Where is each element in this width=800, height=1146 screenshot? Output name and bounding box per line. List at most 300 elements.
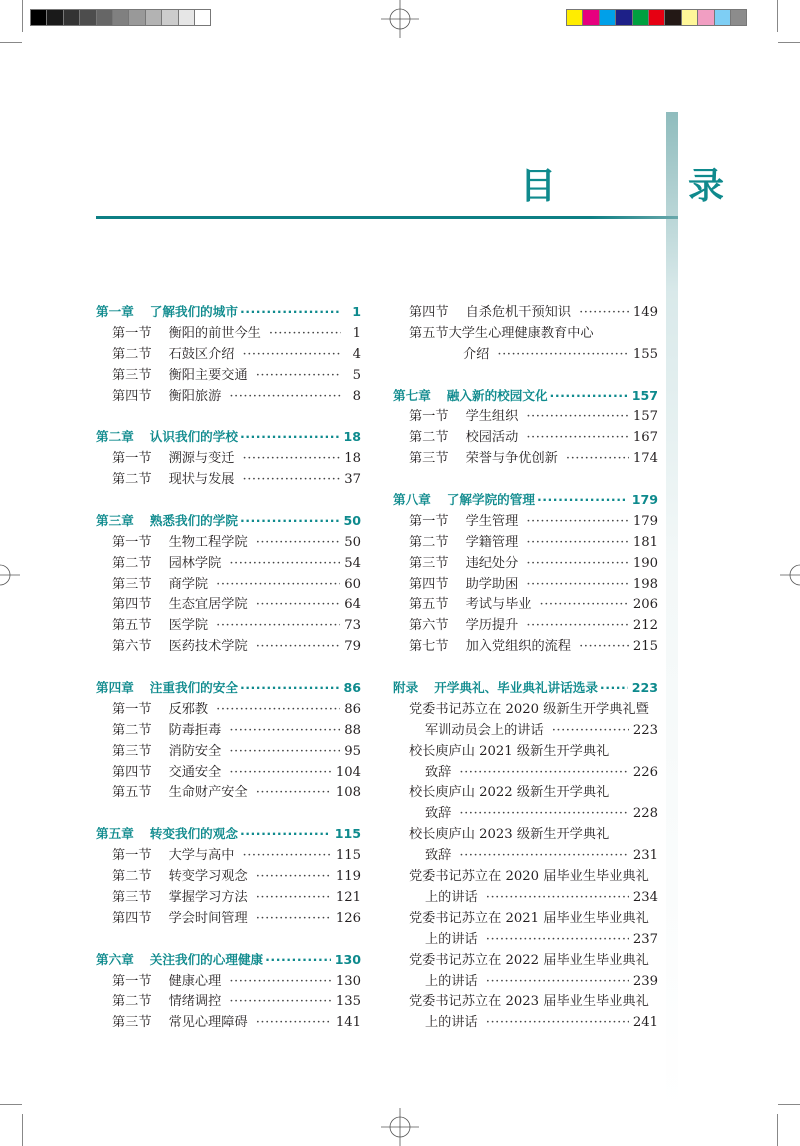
toc-section-entry[interactable] [96, 865, 361, 886]
toc-leader-dots [265, 952, 331, 967]
toc-entry-title: 致辞 [425, 806, 452, 822]
toc-entry-number: 第二节 [112, 869, 152, 885]
toc-entry-number: 第一节 [409, 513, 449, 529]
toc-entry-text [112, 781, 248, 800]
toc-section-entry[interactable] [96, 970, 361, 991]
registration-mark-top [381, 0, 419, 38]
toc-entry-title: 致辞 [425, 848, 452, 864]
toc-entry-text [96, 823, 238, 842]
toc-leader-dots [240, 513, 340, 528]
toc-entry-title: 注重我们的安全 [149, 680, 238, 696]
decorative-side-bar [666, 112, 678, 1112]
toc-entry-number: 第五节 [409, 597, 449, 613]
toc-page-number: 50 [344, 534, 361, 550]
registration-mark-bottom [381, 1108, 419, 1146]
toc-entry-title: 生物工程学院 [168, 534, 248, 550]
toc-appendix-entry-continued[interactable] [393, 928, 658, 949]
toc-leader-dots [216, 577, 340, 592]
toc-page-number: 54 [344, 555, 361, 571]
toc-entry-title: 园林学院 [168, 555, 222, 571]
toc-entry-number: 第二节 [112, 722, 152, 738]
toc-section-entry[interactable] [96, 364, 361, 385]
toc-section-entry[interactable] [96, 468, 361, 489]
toc-page-number: 215 [632, 639, 658, 655]
toc-section-entry[interactable] [96, 573, 361, 594]
toc-entry-text [96, 677, 238, 696]
toc-page-number: 115 [335, 848, 361, 864]
toc-page-number: 135 [335, 994, 361, 1010]
toc-leader-dots [459, 848, 628, 863]
toc-entry-number: 第二节 [112, 472, 152, 488]
toc-appendix-entry[interactable] [393, 907, 658, 928]
color-swatch [697, 9, 714, 26]
toc-entry-title: 防毒拒毒 [168, 722, 222, 738]
toc-entry-text [112, 447, 235, 466]
gray-swatch [161, 9, 178, 26]
toc-entry-text [112, 614, 208, 633]
toc-entry-number: 第一章 [96, 304, 134, 319]
toc-leader-dots [600, 680, 628, 695]
crop-mark [0, 1104, 22, 1105]
toc-section-entry[interactable] [96, 886, 361, 907]
cmyk-color-bar [566, 9, 746, 26]
toc-page-number: 157 [631, 387, 658, 403]
toc-leader-dots [240, 680, 340, 695]
page-title: 目 录 [520, 166, 773, 207]
toc-section-entry[interactable] [393, 510, 658, 531]
toc-entry-title: 生态宜居学院 [168, 597, 248, 613]
toc-section-entry[interactable] [96, 781, 361, 802]
toc-entry-text [96, 949, 263, 968]
toc-page-number: 190 [632, 555, 658, 571]
toc-entry-text [409, 865, 649, 884]
toc-page-number: 198 [632, 576, 658, 592]
toc-gap [96, 928, 361, 949]
toc-leader-dots [229, 765, 332, 780]
gray-swatch [46, 9, 63, 26]
toc-entry-text [409, 426, 518, 445]
toc-leader-dots [243, 347, 342, 362]
toc-leader-dots [526, 577, 629, 592]
toc-entry-text [112, 635, 248, 654]
toc-entry-title: 加入党组织的流程 [465, 639, 572, 655]
toc-leader-dots [229, 974, 332, 989]
toc-entry-title: 认识我们的学校 [149, 429, 238, 445]
toc-leader-dots [256, 785, 332, 800]
toc-chapter-entry[interactable] [393, 385, 658, 406]
toc-appendix-entry[interactable] [393, 698, 658, 719]
toc-entry-title: 健康心理 [168, 973, 222, 989]
toc-entry-title: 上的讲话 [425, 931, 478, 947]
toc-entry-number: 第六节 [409, 618, 449, 634]
toc-section-entry[interactable] [96, 593, 361, 614]
toc-appendix-entry[interactable] [393, 781, 658, 802]
registration-mark-right [780, 556, 800, 594]
toc-entry-number: 第二节 [112, 346, 152, 362]
toc-page-number: 239 [632, 973, 658, 989]
toc-chapter-entry[interactable] [96, 823, 361, 844]
toc-page-number: 130 [335, 973, 361, 989]
toc-entry-title: 医学院 [168, 618, 209, 634]
toc-leader-dots [243, 451, 341, 466]
toc-entry-number: 第一节 [112, 701, 152, 717]
toc-entry-title: 学生管理 [465, 513, 519, 529]
toc-leader-dots [579, 305, 629, 320]
toc-entry-title: 开学典礼、毕业典礼讲话选录 [434, 680, 598, 696]
toc-entry-text [409, 531, 518, 550]
toc-appendix-entry[interactable] [393, 823, 658, 844]
toc-page-number: 4 [352, 346, 361, 362]
toc-entry-title: 转变学习观念 [168, 869, 248, 885]
toc-entry-number: 第三节 [112, 1015, 152, 1031]
toc-page-number: 104 [335, 764, 361, 780]
toc-entry-number: 第七节 [409, 639, 449, 655]
crop-mark [22, 1114, 23, 1146]
toc-section-entry[interactable] [96, 719, 361, 740]
toc-section-entry[interactable] [96, 990, 361, 1011]
toc-entry-title: 学会时间管理 [168, 910, 248, 926]
toc-entry-title: 学籍管理 [465, 534, 519, 550]
toc-page-number: 206 [632, 597, 658, 613]
toc-entry-title: 大学与高中 [168, 848, 235, 864]
toc-chapter-entry[interactable] [96, 949, 361, 970]
toc-page-number: 155 [632, 346, 658, 362]
toc-entry-title: 介绍 [463, 346, 490, 362]
toc-entry-text [112, 761, 221, 780]
toc-entry-text [112, 907, 248, 926]
toc-entry-number: 第二节 [112, 555, 152, 571]
toc-appendix-entry-continued[interactable] [393, 719, 658, 740]
color-swatch [664, 9, 681, 26]
color-swatch [730, 9, 747, 26]
crop-mark [777, 1114, 778, 1146]
toc-entry-title: 荣誉与争优创新 [465, 451, 558, 467]
toc-page-number: 126 [335, 910, 361, 926]
toc-leader-dots [256, 1015, 332, 1030]
toc-entry-text [409, 698, 649, 717]
gray-swatch [128, 9, 145, 26]
toc-entry-title: 熟悉我们的学院 [149, 512, 238, 528]
toc-entry-text [409, 447, 558, 466]
toc-section-entry[interactable] [96, 907, 361, 928]
toc-page-number: 157 [632, 409, 658, 425]
toc-entry-title: 助学助困 [465, 576, 519, 592]
toc-entry-number: 第一节 [112, 451, 152, 467]
toc-section-entry[interactable] [393, 405, 658, 426]
toc-appendix-entry-continued[interactable] [393, 886, 658, 907]
toc-appendix-entry-continued[interactable] [393, 844, 658, 865]
toc-page-number: 223 [631, 680, 658, 696]
toc-entry-title: 大学生心理健康教育中心 [448, 325, 594, 341]
toc-page-number: 231 [632, 848, 658, 864]
toc-section-entry[interactable] [96, 531, 361, 552]
toc-right-column [393, 301, 658, 1032]
toc-entry-text [112, 719, 221, 738]
toc-section-entry[interactable] [393, 593, 658, 614]
toc-page-number: 181 [632, 534, 658, 550]
toc-section-entry[interactable] [96, 761, 361, 782]
toc-entry-number: 第四节 [112, 910, 152, 926]
toc-page-number: 121 [335, 889, 361, 905]
toc-left-column [96, 301, 361, 1032]
toc-section-entry[interactable] [393, 426, 658, 447]
toc-section-entry[interactable] [393, 635, 658, 656]
toc-entry-title: 融入新的校园文化 [446, 387, 548, 403]
color-swatch [714, 9, 731, 26]
toc-section-entry[interactable] [96, 740, 361, 761]
toc-page-number: 64 [344, 597, 361, 613]
toc-entry-number: 第三节 [112, 367, 152, 383]
toc-section-entry-continued[interactable] [393, 343, 658, 364]
toc-leader-dots [526, 556, 629, 571]
toc-section-entry[interactable] [96, 635, 361, 656]
toc-entry-text [112, 531, 248, 550]
toc-chapter-entry[interactable] [393, 489, 658, 510]
gray-swatch [145, 9, 162, 26]
crop-mark [22, 0, 23, 32]
color-swatch [648, 9, 665, 26]
gray-swatch [79, 9, 96, 26]
toc-entry-number: 第一节 [112, 848, 152, 864]
toc-entry-text [112, 970, 221, 989]
toc-page-number: 5 [352, 367, 361, 383]
toc-entry-text [409, 301, 571, 320]
toc-entry-title: 掌握学习方法 [168, 889, 248, 905]
toc-section-entry[interactable] [393, 614, 658, 635]
toc-entry-title: 商学院 [168, 576, 209, 592]
toc-entry-number: 第一节 [112, 325, 152, 341]
toc-entry-text [112, 1011, 248, 1030]
toc-section-entry[interactable] [96, 343, 361, 364]
toc-entry-text [112, 552, 221, 571]
toc-leader-dots [540, 597, 629, 612]
toc-leader-dots [486, 974, 629, 989]
toc-entry-title: 医药技术学院 [168, 639, 248, 655]
toc-page-number: 223 [632, 722, 658, 738]
toc-entry-text [112, 573, 208, 592]
toc-section-entry[interactable] [96, 1011, 361, 1032]
toc-entry-text [409, 740, 609, 759]
toc-appendix-entry-continued[interactable] [393, 761, 658, 782]
toc-section-entry[interactable] [393, 552, 658, 573]
toc-section-entry[interactable] [393, 573, 658, 594]
toc-page-number: 179 [631, 492, 658, 508]
toc-page-number: 226 [632, 764, 658, 780]
toc-section-entry[interactable] [96, 698, 361, 719]
toc-entry-number: 第五节 [409, 325, 449, 341]
toc-leader-dots [229, 744, 340, 759]
toc-section-entry[interactable] [393, 447, 658, 468]
toc-entry-text [112, 385, 221, 404]
toc-page-number: 167 [632, 430, 658, 446]
toc-leader-dots [216, 618, 340, 633]
toc-entry-number: 第三节 [409, 451, 449, 467]
toc-page-number: 37 [344, 472, 361, 488]
toc-entry-text [409, 405, 518, 424]
toc-chapter-entry[interactable] [96, 677, 361, 698]
toc-page-number: 18 [344, 451, 361, 467]
toc-section-entry[interactable] [96, 447, 361, 468]
toc-entry-title: 党委书记苏立在 2020 届毕业生毕业典礼 [409, 869, 649, 885]
crop-mark [0, 42, 22, 43]
toc-entry-title: 现状与发展 [168, 472, 235, 488]
toc-entry-title: 学生组织 [465, 409, 519, 425]
toc-appendix-entry[interactable] [393, 990, 658, 1011]
toc-entry-number: 第三节 [409, 555, 449, 571]
toc-page-number: 73 [344, 618, 361, 634]
toc-appendix-entry[interactable] [393, 740, 658, 761]
gray-swatch [96, 9, 113, 26]
toc-section-entry[interactable] [393, 301, 658, 322]
toc-entry-number: 第三节 [112, 889, 152, 905]
toc-leader-dots [537, 492, 628, 507]
toc-appendix-entry[interactable] [393, 865, 658, 886]
toc-entry-number: 附录 [393, 680, 419, 696]
toc-leader-dots [526, 535, 629, 550]
toc-section-entry[interactable] [393, 322, 658, 343]
toc-entry-title: 了解我们的城市 [149, 304, 238, 319]
toc-page-number: 1 [352, 325, 361, 341]
toc-section-entry[interactable] [96, 552, 361, 573]
toc-gap [96, 489, 361, 510]
toc-entry-text [409, 573, 518, 592]
toc-entry-number: 第五章 [96, 826, 134, 842]
toc-entry-text [112, 886, 248, 905]
toc-entry-number: 第三节 [112, 576, 152, 592]
toc-entry-text [409, 552, 518, 571]
toc-page-number: 174 [632, 451, 658, 467]
toc-entry-text [409, 781, 609, 800]
toc-appendix-entry-continued[interactable] [393, 970, 658, 991]
toc-section-entry[interactable] [96, 322, 361, 343]
toc-entry-title: 衡阳旅游 [168, 388, 222, 404]
toc-page-number: 212 [632, 618, 658, 634]
toc-leader-dots [229, 389, 341, 404]
toc-appendix-entry-continued[interactable] [393, 802, 658, 823]
toc-gap [96, 405, 361, 426]
toc-page-number: 234 [632, 889, 658, 905]
crop-mark [778, 1104, 800, 1105]
toc-entry-number: 第二节 [409, 534, 449, 550]
toc-entry-text [112, 343, 235, 362]
toc-chapter-entry[interactable] [96, 510, 361, 531]
toc-leader-dots [459, 806, 628, 821]
registration-mark-left [0, 556, 20, 594]
toc-entry-text [112, 593, 248, 612]
toc-entry-number: 第四节 [112, 597, 152, 613]
gray-color-bar [30, 9, 210, 26]
toc-entry-title: 常见心理障碍 [168, 1015, 248, 1031]
toc-entry-title: 交通安全 [168, 764, 222, 780]
toc-entry-title: 衡阳主要交通 [168, 367, 248, 383]
toc-entry-text [409, 322, 594, 341]
toc-entry-title: 党委书记苏立在 2023 届毕业生毕业典礼 [409, 994, 649, 1010]
toc-section-entry[interactable] [96, 385, 361, 406]
toc-entry-number: 第一节 [409, 409, 449, 425]
toc-entry-number: 第四节 [112, 764, 152, 780]
toc-leader-dots [459, 765, 628, 780]
toc-entry-text [409, 510, 518, 529]
toc-page-number: 18 [343, 429, 361, 445]
toc-entry-title: 校长庾庐山 2023 级新生开学典礼 [409, 827, 610, 843]
toc-page-number: 179 [632, 513, 658, 529]
color-swatch [681, 9, 698, 26]
gray-swatch [112, 9, 129, 26]
toc-entry-text [112, 844, 235, 863]
toc-entry-number: 第八章 [393, 492, 431, 508]
toc-entry-text [409, 907, 649, 926]
toc-leader-dots [256, 911, 332, 926]
toc-section-entry[interactable] [393, 531, 658, 552]
toc-section-entry[interactable] [96, 614, 361, 635]
toc-gap [393, 468, 658, 489]
toc-entry-number: 第一节 [112, 973, 152, 989]
toc-leader-dots [256, 535, 341, 550]
toc-page-number: 149 [632, 305, 658, 320]
toc-entry-number: 第五节 [112, 618, 152, 634]
toc-leader-dots [229, 556, 340, 571]
toc-page-number: 86 [344, 701, 361, 717]
color-swatch [615, 9, 632, 26]
toc-entry-number: 第四节 [409, 576, 449, 592]
toc-entry-number: 第六节 [112, 639, 152, 655]
toc-page-number: 8 [352, 388, 361, 404]
toc-page-number: 108 [335, 785, 361, 801]
toc-leader-dots [240, 429, 340, 444]
toc-entry-number: 第一节 [112, 534, 152, 550]
toc-entry-text [112, 468, 235, 487]
toc-entry-number: 第五节 [112, 785, 152, 801]
toc-entry-text [409, 823, 609, 842]
toc-entry-title: 自杀危机干预知识 [465, 305, 572, 320]
toc-entry-title: 衡阳的前世今生 [168, 325, 261, 341]
toc-chapter-entry[interactable] [393, 677, 658, 698]
toc-gap [96, 802, 361, 823]
color-swatch [582, 9, 599, 26]
toc-section-entry[interactable] [96, 844, 361, 865]
toc-entry-title: 考试与毕业 [465, 597, 532, 613]
toc-entry-number: 第七章 [393, 387, 431, 403]
toc-leader-dots [243, 848, 332, 863]
toc-page-number: 119 [335, 869, 361, 885]
toc-entry-title: 党委书记苏立在 2022 届毕业生毕业典礼 [409, 952, 649, 968]
toc-entry-number: 第三章 [96, 512, 134, 528]
toc-entry-title: 校园活动 [465, 430, 519, 446]
toc-entry-text [393, 385, 548, 404]
toc-leader-dots [216, 702, 340, 717]
toc-leader-dots [256, 597, 341, 612]
toc-entry-title: 反邪教 [168, 701, 209, 717]
toc-appendix-entry[interactable] [393, 949, 658, 970]
toc-leader-dots [526, 618, 629, 633]
toc-gap [393, 656, 658, 677]
toc-entry-text [112, 322, 261, 341]
toc-leader-dots [486, 1015, 629, 1030]
toc-page-number: 237 [632, 931, 658, 947]
toc-leader-dots [526, 514, 629, 529]
toc-entry-title: 上的讲话 [425, 1015, 478, 1031]
toc-chapter-entry[interactable] [96, 301, 361, 322]
toc-entry-text [409, 593, 532, 612]
toc-appendix-entry-continued[interactable] [393, 1011, 658, 1032]
toc-page-number: 241 [632, 1015, 658, 1031]
toc-page-number: 115 [334, 826, 361, 842]
toc-entry-text [409, 614, 518, 633]
toc-page-number: 86 [343, 680, 361, 696]
toc-entry-number: 第二节 [112, 994, 152, 1010]
toc-chapter-entry[interactable] [96, 426, 361, 447]
toc-leader-dots [256, 639, 341, 654]
